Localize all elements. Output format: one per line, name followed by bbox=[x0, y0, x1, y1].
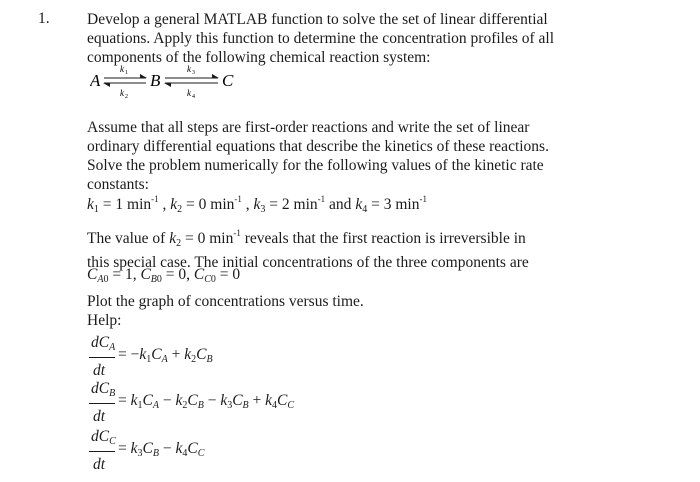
k3-value-expression: $k_3 = 2$ $\min^{-1}$ bbox=[253, 194, 326, 215]
svg-text:3: 3 bbox=[192, 70, 195, 76]
assumption-line: Assume that all steps are first-order reactions and write the set of linear bbox=[87, 119, 530, 136]
fraction-numerator: $dC_B$ bbox=[91, 380, 116, 399]
rate-label-k1 bbox=[120, 64, 128, 76]
svg-text:k: k bbox=[120, 64, 124, 74]
equation-rhs: = $k_3C_B - k_4C_C$ bbox=[118, 440, 205, 459]
species-c: C bbox=[222, 71, 234, 90]
k4-value-expression: $k_4 = 3$ $\min^{-1}$ bbox=[355, 194, 427, 215]
fraction-numerator: $dC_A$ bbox=[91, 334, 116, 353]
species-a: A bbox=[90, 71, 101, 90]
assumption-paragraph bbox=[87, 118, 549, 194]
initial-concentrations: $C_{A0} = 1$, $C_{B0} = 0$, $C_{C0} = 0$ bbox=[87, 266, 241, 285]
intro-line: Develop a general MATLAB function to solve the set of linear differential bbox=[87, 11, 548, 28]
rate-constants: $k_1 = 1$ $\min^{-1}$ , $k_2 = 0$ $\min^{-1}$ , $k_3 = 2$ $\min^{-1}$ and $k_4 = 3$ $\min^{-1}$ bbox=[87, 194, 427, 215]
fraction-numerator: $dC_C$ bbox=[91, 428, 116, 447]
assumption-line: Solve the problem numerically for the following values of the kinetic rate bbox=[87, 157, 544, 174]
fraction-denominator: dt bbox=[93, 408, 106, 425]
plot-instructions bbox=[87, 292, 364, 330]
intro-line: components of the following chemical reaction system: bbox=[87, 49, 431, 66]
svg-text:1: 1 bbox=[125, 70, 128, 76]
svg-text:2: 2 bbox=[125, 94, 128, 100]
question-number: 1. bbox=[38, 10, 50, 27]
species-b: B bbox=[150, 71, 161, 90]
help-label: Help: bbox=[87, 312, 122, 329]
fraction-bar bbox=[89, 451, 115, 452]
cb0-expression: $C_{B0} = 0$ bbox=[140, 266, 187, 285]
intro-paragraph bbox=[87, 10, 554, 67]
special-case-paragraph bbox=[87, 224, 529, 272]
fraction-bar bbox=[89, 403, 115, 404]
equation-rhs: = $-k_1C_A + k_2C_B$ bbox=[118, 346, 213, 365]
special-case-line-1: The value of $k_2 = 0$ $\min^{-1}$ reveals that the first reaction is irreversible in bbox=[87, 228, 526, 249]
ca0-expression: $C_{A0} = 1$ bbox=[87, 266, 133, 285]
k2-value-expression: $k_2 = 0$ $\min^{-1}$ bbox=[170, 194, 242, 215]
svg-text:k: k bbox=[187, 64, 191, 74]
reverse-arrow-2 bbox=[164, 83, 218, 87]
fraction-denominator: dt bbox=[93, 362, 106, 379]
fraction-bar bbox=[89, 357, 115, 358]
plot-text: Plot the graph of concentrations versus time. bbox=[87, 293, 364, 310]
rate-label-k4 bbox=[187, 88, 195, 100]
k1-value-expression: $k_1 = 1$ $\min^{-1}$ bbox=[87, 194, 159, 215]
reaction-scheme bbox=[90, 60, 250, 102]
rate-label-k2 bbox=[120, 88, 128, 100]
svg-text:k: k bbox=[187, 88, 191, 98]
equation-rhs: = $k_1C_A - k_2C_B - k_3C_B + k_4C_C$ bbox=[118, 392, 295, 411]
reverse-arrow-1 bbox=[103, 83, 146, 87]
rate-label-k3 bbox=[187, 64, 195, 76]
assumption-line: ordinary differential equations that describe the kinetics of these reactions. bbox=[87, 138, 549, 155]
assumption-line: constants: bbox=[87, 176, 149, 193]
svg-text:k: k bbox=[120, 88, 124, 98]
intro-line: equations. Apply this function to determine the concentration profiles of all bbox=[87, 30, 555, 47]
svg-text:4: 4 bbox=[192, 94, 195, 100]
fraction-denominator: dt bbox=[93, 456, 106, 473]
and-connector: and bbox=[329, 196, 352, 213]
special-case-line-2: this special case. The initial concentrations of the three components are bbox=[87, 254, 529, 271]
cc0-expression: $C_{C0} = 0$ bbox=[193, 266, 241, 285]
